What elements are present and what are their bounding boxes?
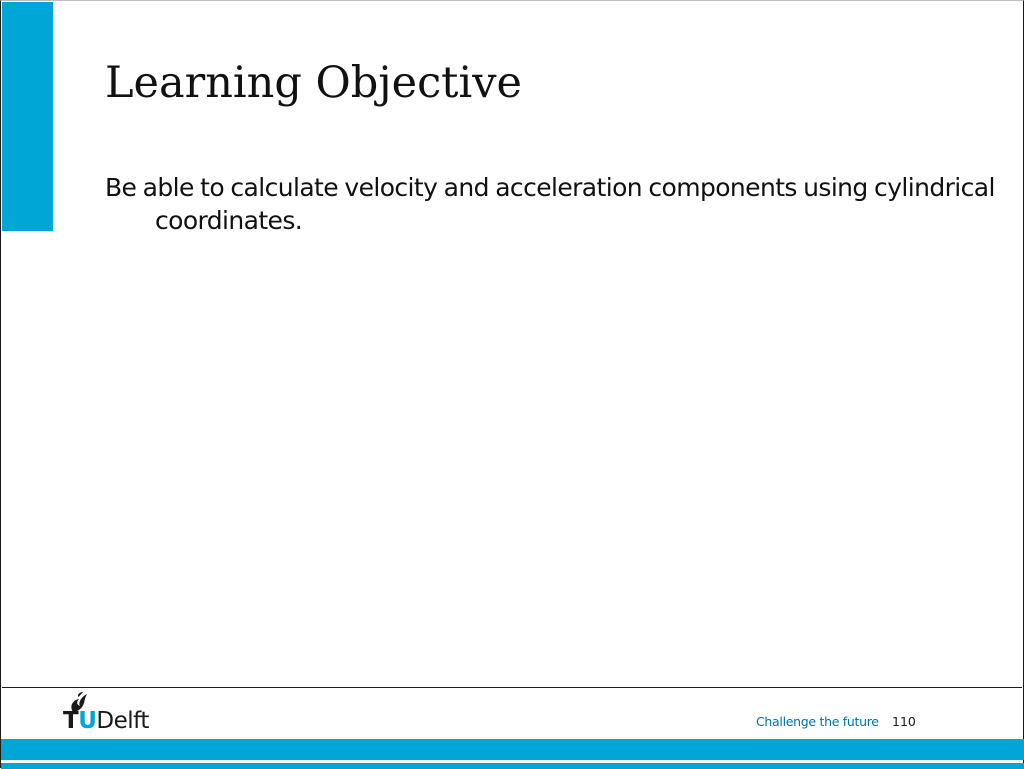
logo-word-delft: Delft: [96, 708, 149, 734]
logo-letter-t: T: [63, 708, 79, 734]
slide-title: Learning Objective: [105, 58, 522, 108]
footer-band: [1, 739, 1024, 760]
footer-divider: [2, 687, 1022, 688]
accent-block: [2, 2, 53, 231]
tudelft-logo: [63, 691, 173, 737]
logo-letter-u: U: [78, 708, 97, 734]
logo-wordmark: [63, 708, 149, 734]
footer-tagline: Challenge the future: [756, 714, 879, 729]
learning-objective-text: Be able to calculate velocity and acceleration components using cylindrical coordinates.: [105, 173, 995, 235]
page-number: 110: [892, 714, 916, 729]
footer-band-thin: [1, 763, 1024, 769]
